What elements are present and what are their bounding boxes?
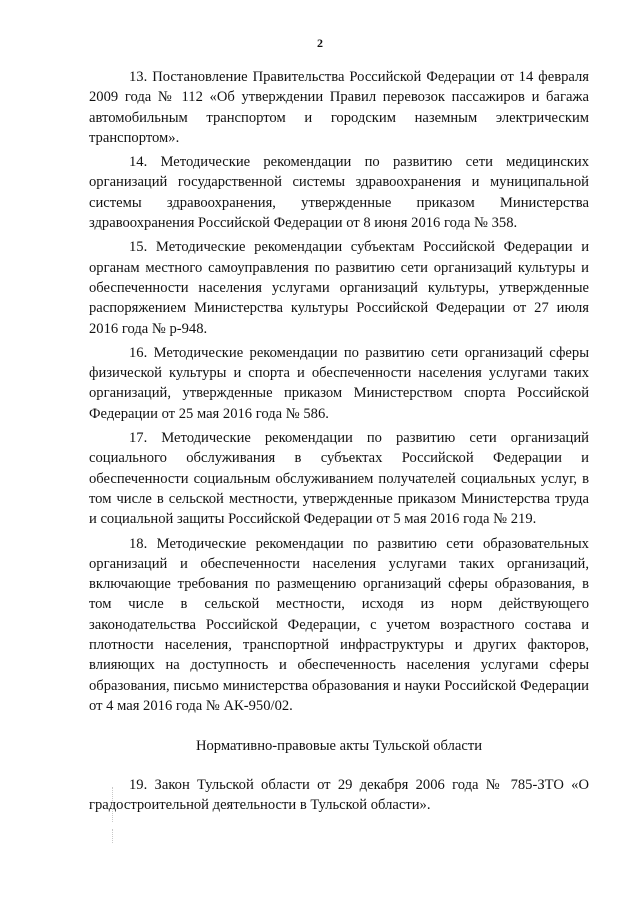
item-number: 16. <box>129 344 148 361</box>
item-text: Методические рекомендации по развитию сети образовательных организаций и обеспеченности населения услугами таких организаций, включающие требования по размещению организаций сферы образования, в том числе в сельской местности, исходя из норм действующего законодательства Российской Федерации, с учетом возрастного состава и плотности населения, транспортной инфраструктуры и других факторов, влияющих на доступность и обеспеченность населения услугами сферы образования, письмо министерства образования и науки Российской Федерации от 4 мая 2016 года № АК-950/02. <box>89 535 589 714</box>
scan-artifact <box>112 808 133 822</box>
scan-artifact <box>112 829 133 843</box>
list-item-18 <box>89 534 589 717</box>
scan-artifact <box>112 787 133 801</box>
item-number: 18. <box>129 535 148 552</box>
list-item-16 <box>89 343 589 424</box>
item-number: 13. <box>129 69 148 85</box>
item-text: Методические рекомендации по развитию сети медицинских организаций государственной системы здравоохранения и муниципальной системы здравоохранения, утвержденные приказом Министерства здравоохранения Российской Федерации от 8 июня 2016 года № 358. <box>89 154 589 232</box>
page-number: 2 <box>317 36 323 50</box>
item-number: 14. <box>129 154 148 171</box>
section-heading: Нормативно-правовые акты Тульской области <box>195 738 483 755</box>
list-item-19 <box>89 775 589 816</box>
item-text: Закон Тульской области от 29 декабря 2006 года № 785-ЗТО «О градостроительной деятельности в Тульской области». <box>89 776 589 813</box>
item-text: Методические рекомендации субъектам Российской Федерации и органам местного самоуправления по развитию сети организаций культуры и обеспеченности населения услугами организаций культуры, утвержденные распоряжением Министерства культуры Российской Федерации от 27 июля 2016 года № р-948. <box>89 239 590 337</box>
item-text: Постановление Правительства Российской Федерации от 14 февраля 2009 года № 112 «Об утверждении Правил перевозок пассажиров и багажа автомобильным транспортом и городским наземным электрическим транспортом». <box>89 69 589 146</box>
document-body <box>89 67 589 815</box>
list-item-13 <box>89 67 589 148</box>
item-number: 15. <box>129 239 148 256</box>
item-text: Методические рекомендации по развитию сети организаций социального обслуживания в субъектах Российской Федерации и обеспеченности социальным обслуживанием получателей социальных услуг, в том числе в сельской местности, утвержденные приказом Министерства труда и социальной защиты Российской Федерации от 5 мая 2016 года № 219. <box>89 430 589 528</box>
item-number: 19. <box>129 776 148 793</box>
item-text: Методические рекомендации по развитию сети организаций сферы физической культуры и спорта и обеспеченности населения услугами таких организаций, утвержденные приказом Министерством спорта Российской Федерации от 25 мая 2016 года № 586. <box>89 344 589 422</box>
item-number: 17. <box>129 430 148 447</box>
list-item-14 <box>89 152 589 233</box>
list-item-15 <box>89 237 589 338</box>
list-item-17 <box>89 428 589 529</box>
